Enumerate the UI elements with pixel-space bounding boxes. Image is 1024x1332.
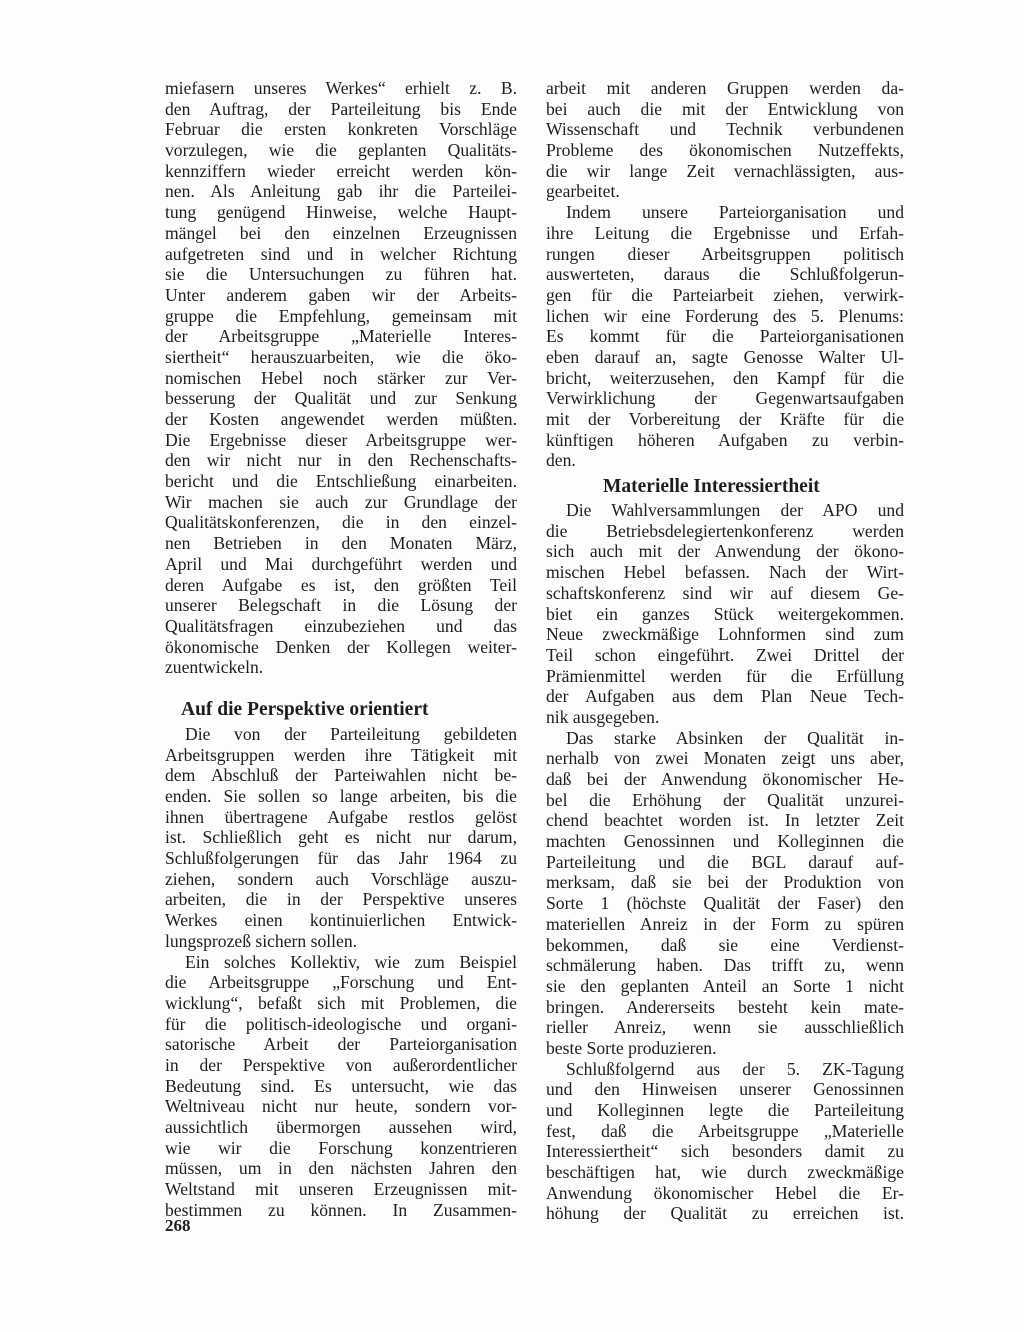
text-line: dem Abschluß der Parteiwahlen nicht be- [165, 765, 517, 786]
text-line: nerhalb von zwei Monaten zeigt uns aber, [546, 748, 904, 769]
text-line: Das starke Absinken der Qualität in- [566, 727, 904, 748]
paragraph [546, 728, 904, 1059]
text-line: zuentwickeln. [165, 657, 264, 678]
text-line: chend beachtet worden ist. In letzter Zeit [546, 810, 904, 831]
page-number: 268 [165, 1216, 191, 1235]
text-line: bericht und die Entschließung einarbeiten. [165, 471, 517, 492]
text-line: rungen dieser Arbeitsgruppen politisch [546, 243, 904, 264]
text-line: wicklung“, befaßt sich mit Problemen, die [165, 992, 517, 1013]
text-line: Schlußfolgerungen für das Jahr 1964 zu [165, 848, 517, 869]
text-line: künftigen höheren Aufgaben zu verbin- [546, 429, 904, 450]
text-line: beschäftigen hat, wie durch zweckmäßige [546, 1162, 904, 1183]
text-line: bestimmen zu können. In Zusammen- [165, 1199, 517, 1220]
text-line: schaftskonferenz sind wir auf diesem Ge- [546, 582, 904, 603]
text-line: ist. Schließlich geht es nicht nur darum, [165, 827, 517, 848]
text-line: daß bei der Anwendung ökonomischer He- [546, 769, 904, 789]
text-line: Wir machen sie auch zur Grundlage der [165, 491, 517, 512]
text-line: lungsprozeß sichern sollen. [165, 930, 358, 951]
text-line: den wir nicht nur in den Rechenschafts- [165, 450, 517, 471]
text-line: ihre Leitung die Ergebnisse und Erfah- [546, 222, 904, 243]
text-line: schmälerung haben. Das trifft zu, wenn [546, 955, 904, 976]
text-line: nen. Als Anleitung gab ihr die Parteilei- [165, 181, 517, 202]
text-line: sich auch mit der Anwendung der ökono- [546, 541, 904, 562]
text-line: gen für die Parteiarbeit ziehen, verwirk- [546, 284, 904, 305]
text-line: biet ein ganzes Stück weitergekommen. [546, 603, 904, 624]
text-line: die Arbeitsgruppe „Forschung und Ent- [165, 972, 517, 993]
paragraph [546, 78, 904, 202]
text-line: tung genügend Hinweise, welche Haupt- [165, 202, 517, 223]
text-line: gearbeitet. [546, 181, 620, 202]
text-line: der Arbeitsgruppe „Materielle Interes- [165, 326, 517, 347]
text-line: aussichtlich übermorgen aussehen wird, [165, 1117, 517, 1137]
section-heading: Auf die Perspektive orientiert [181, 698, 429, 720]
paragraph [546, 500, 904, 728]
text-line: auswerteten, daraus die Schlußfolgerun- [546, 264, 904, 285]
text-line: eben darauf an, sagte Genosse Walter Ul- [546, 346, 904, 367]
paragraph [165, 724, 517, 952]
text-line: Werkes einen kontinuierlichen Entwick- [165, 910, 517, 931]
text-line: Parteileitung und die BGL darauf auf- [546, 851, 904, 872]
text-line: und den Hinweisen unserer Genossinnen [546, 1079, 904, 1100]
left-column [165, 78, 517, 1220]
text-line: müssen, um in den nächsten Jahren den [165, 1158, 517, 1179]
section-heading: Materielle Interessiertheit [603, 476, 820, 498]
text-line: Indem unsere Parteiorganisation und [566, 202, 904, 223]
text-line: den Auftrag, der Parteileitung bis Ende [165, 98, 517, 119]
text-line: arbeit mit anderen Gruppen werden da- [546, 78, 904, 98]
text-line: Probleme des ökonomischen Nutzeffekts, [546, 140, 904, 161]
text-line: siertheit“ herauszuarbeiten, wie die öko- [165, 346, 517, 367]
text-line: Februar die ersten konkreten Vorschläge [165, 119, 517, 140]
text-line: vorzulegen, wie die geplanten Qualitäts- [165, 140, 517, 161]
text-line: bekommen, daß sie eine Verdienst- [546, 934, 904, 955]
text-line: Die von der Parteileitung gebildeten [185, 723, 517, 744]
text-line: die wir lange Zeit vernachlässigten, aus- [546, 160, 904, 181]
text-line: deren Aufgabe es ist, den größten Teil [165, 574, 517, 595]
text-line: die Betriebsdelegiertenkonferenz werden [546, 520, 904, 541]
text-line: höhung der Qualität zu erreichen ist. [546, 1203, 904, 1224]
text-line: satorische Arbeit der Parteiorganisation [165, 1034, 517, 1055]
text-line: materiellen Anreiz in der Form zu spüren [546, 913, 904, 934]
text-line: Weltniveau nicht nur heute, sondern vor- [165, 1096, 517, 1117]
text-line: Die Wahlversammlungen der APO und [566, 500, 904, 521]
text-line: mischen Hebel befassen. Nach der Wirt- [546, 562, 904, 583]
paragraph [165, 78, 517, 678]
text-line: April und Mai durchgeführt werden und [165, 553, 517, 574]
text-line: in der Perspektive von außerordentlicher [165, 1054, 517, 1075]
text-line: Unter anderem gaben wir der Arbeits- [165, 284, 517, 305]
text-line: wie wir die Forschung konzentrieren [165, 1137, 517, 1158]
text-line: merksam, daß sie bei der Produktion von [546, 872, 904, 893]
text-line: Verwirklichung der Gegenwartsaufgaben [546, 388, 904, 409]
text-line: für die politisch-ideologische und organi- [165, 1013, 517, 1034]
text-line: miefasern unseres Werkes“ erhielt z. B. [165, 78, 517, 98]
text-line: Die Ergebnisse dieser Arbeitsgruppe wer- [165, 429, 517, 450]
text-line: unserer Belegschaft in die Lösung der [165, 595, 517, 616]
text-line: Weltstand mit unseren Erzeugnissen mit- [165, 1179, 517, 1200]
paragraph [546, 202, 904, 471]
text-line: der Kosten angewendet werden müßten. [165, 409, 517, 429]
text-line: besserung der Qualität und zur Senkung [165, 388, 517, 409]
text-line: Teil schon eingeführt. Zwei Drittel der [546, 644, 904, 665]
text-line: Qualitätsfragen einzubeziehen und das [165, 615, 517, 636]
right-column [546, 78, 904, 1224]
text-line: mit der Vorbereitung der Kräfte für die [546, 409, 904, 429]
text-line: mängel bei den einzelnen Erzeugnissen [165, 222, 517, 243]
text-line: arbeiten, die in der Perspektive unseres [165, 889, 517, 910]
text-line: lichen wir eine Forderung des 5. Plenums: [546, 305, 904, 326]
text-line: Arbeitsgruppen werden ihre Tätigkeit mit [165, 744, 517, 765]
text-line: bei auch die mit der Entwicklung von [546, 98, 904, 119]
text-line: den. [546, 450, 576, 471]
text-line: nen Betrieben in den Monaten März, [165, 533, 517, 554]
text-line: fest, daß die Arbeitsgruppe „Materielle [546, 1120, 904, 1141]
text-line: Ein solches Kollektiv, wie zum Beispiel [185, 951, 517, 972]
paragraph [165, 952, 517, 1221]
text-line: der Aufgaben aus dem Plan Neue Tech- [546, 686, 904, 707]
text-line: und Kolleginnen legte die Parteileitung [546, 1100, 904, 1120]
text-line: bel die Erhöhung der Qualität unzurei- [546, 789, 904, 810]
text-line: Schlußfolgernd aus der 5. ZK-Tagung [566, 1058, 904, 1079]
text-line: Neue zweckmäßige Lohnformen sind zum [546, 624, 904, 645]
text-line: nomischen Hebel noch stärker zur Ver- [165, 367, 517, 388]
paragraph [546, 1059, 904, 1225]
text-line: Qualitätskonferenzen, die in den einzel- [165, 512, 517, 533]
text-line: enden. Sie sollen so lange arbeiten, bis die [165, 786, 517, 806]
text-line: Prämienmittel werden für die Erfüllung [546, 665, 904, 686]
text-line: Anwendung ökonomischer Hebel die Er- [546, 1182, 904, 1203]
text-line: Sorte 1 (höchste Qualität der Faser) den [546, 893, 904, 914]
text-line: Wissenschaft und Technik verbundenen [546, 119, 904, 140]
text-line: rieller Anreiz, wenn sie ausschließlich [546, 1017, 904, 1038]
text-line: Bedeutung sind. Es untersucht, wie das [165, 1075, 517, 1096]
text-line: machten Genossinnen und Kolleginnen die [546, 831, 904, 852]
text-line: ihnen übertragene Aufgabe restlos gelöst [165, 806, 517, 827]
text-line: ziehen, sondern auch Vorschläge auszu- [165, 868, 517, 889]
text-line: sie die Untersuchungen zu führen hat. [165, 264, 517, 285]
text-line: Es kommt für die Parteiorganisationen [546, 326, 904, 347]
text-line: beste Sorte produzieren. [546, 1037, 717, 1058]
text-line: bringen. Andererseits besteht kein mate- [546, 996, 904, 1017]
text-line: Interessiertheit“ sich besonders damit zu [546, 1141, 904, 1162]
text-line: bricht, weiterzusehen, den Kampf für die [546, 367, 904, 388]
text-line: sie den geplanten Anteil an Sorte 1 nicht [546, 975, 904, 996]
text-line: ökonomische Denken der Kollegen weiter- [165, 636, 517, 657]
text-line: aufgetreten sind und in welcher Richtung [165, 243, 517, 264]
text-line: nik ausgegeben. [546, 706, 660, 727]
text-line: kennziffern wieder erreicht werden kön- [165, 160, 517, 181]
text-line: gruppe die Empfehlung, gemeinsam mit [165, 305, 517, 326]
